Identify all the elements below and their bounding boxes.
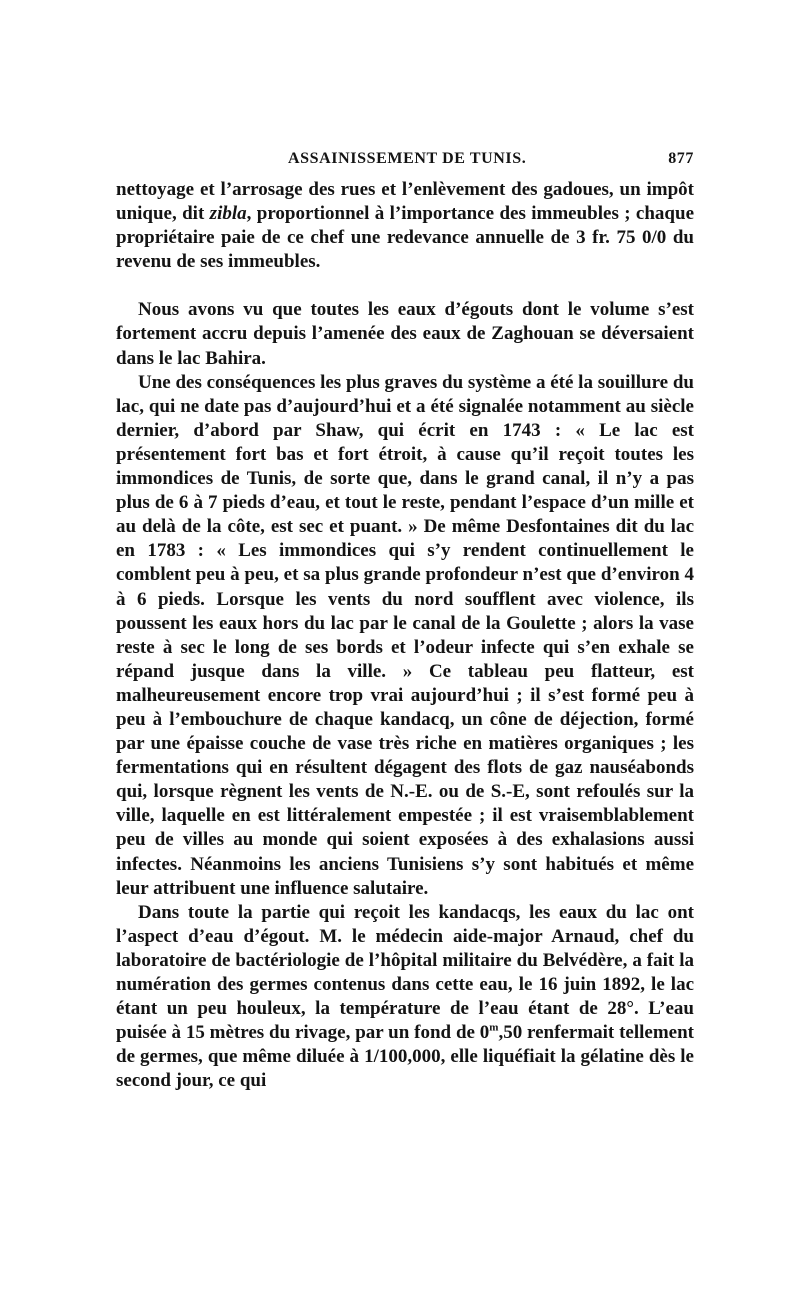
page-number: 877 bbox=[668, 150, 694, 167]
running-head bbox=[116, 148, 694, 178]
paragraph-2: Nous avons vu que toutes les eaux d’égouts dont le volume s’est fortement accru depuis l’amenée des eaux de Zaghouan se déversaient dans le lac Bahira. bbox=[116, 299, 694, 369]
paragraph-1-text-b: , proportionnel à l’importance des immeubles ; chaque propriétaire paie de ce chef une redevance annuelle de 3 fr. 75 0/0 du revenu de ses immeubles. bbox=[116, 203, 694, 273]
running-title: ASSAINISSEMENT DE TUNIS. bbox=[288, 150, 527, 167]
paragraph-1-text-a: nettoyage et l’arrosage des rues et l’enlèvement des gadoues, un impôt unique, dit bbox=[116, 179, 694, 225]
paragraph-4-text-a: Dans toute la partie qui reçoit les kandacqs, les eaux du lac ont l’aspect d’eau d’égout. M. le médecin aide-major Arnaud, chef du laboratoire de bactériologie de l’hôpital militaire du Belvédère, a fait la numération des germes contenus dans cette eau, le 16 juin 1892, le lac étant un peu houleux, la température de l’eau étant de 28°. L’eau puisée à 15 mètres du rivage, par un fond de 0 bbox=[116, 901, 694, 1044]
paragraph-3: Une des conséquences les plus graves du système a été la souillure du lac, qui ne date pas d’aujourd’hui et a été signalée notamment au siècle dernier, d’abord par Shaw, qui écrit en 1743 : « Le lac est présentement fort bas et fort étroit, à cause qu’il reçoit toutes les immondices de Tunis, de sorte que, dans le grand canal, il n’y a pas plus de 6 à 7 pieds d’eau, et tout le reste, pendant l’espace d’un mille et au delà de la côte, est sec et puant. » De même Desfontaines dit du lac en 1783 : « Les immondices qui s’y rendent continuellement le comblent peu à peu, et sa plus grande profondeur n’est que d’environ 4 à 6 pieds. Lorsque les vents du nord soufflent avec violence, ils poussent les eaux hors du lac par le canal de la Goulette ; alors la vase reste à sec le long de ses bords et l’odeur infecte qui s’en exhale se répand jusque dans la ville. » Ce tableau peu flatteur, est malheureusement encore trop vrai aujourd’hui ; il s’est formé peu à peu à l’embouchure de chaque kandacq, un cône de déjection, formé par une épaisse couche de vase très riche en matières organiques ; les fermentations qui en résultent dégagent des flots de gaz nauséabonds qui, lorsque règnent les vents de N.-E. ou de S.-E, sont refoulés sur la ville, laquelle en est littéralement empestée ; il est vraisemblablement peu de villes au monde qui soient exposées à des exhalasions aussi infectes. Néanmoins les anciens Tunisiens s’y sont habitués et même leur attribuent une influence salutaire. bbox=[116, 371, 694, 899]
meter-superscript: m bbox=[489, 1021, 499, 1034]
paragraph-4-text-b: ,50 renfermait tellement de germes, que même diluée à 1/100,000, elle liquéfiait la gélatine dès le second jour, ce qui bbox=[116, 1022, 694, 1092]
zibla-term: zibla bbox=[209, 203, 247, 225]
paragraph-1 bbox=[116, 178, 694, 274]
book-page bbox=[116, 148, 694, 1093]
paragraph-4 bbox=[116, 901, 694, 1094]
